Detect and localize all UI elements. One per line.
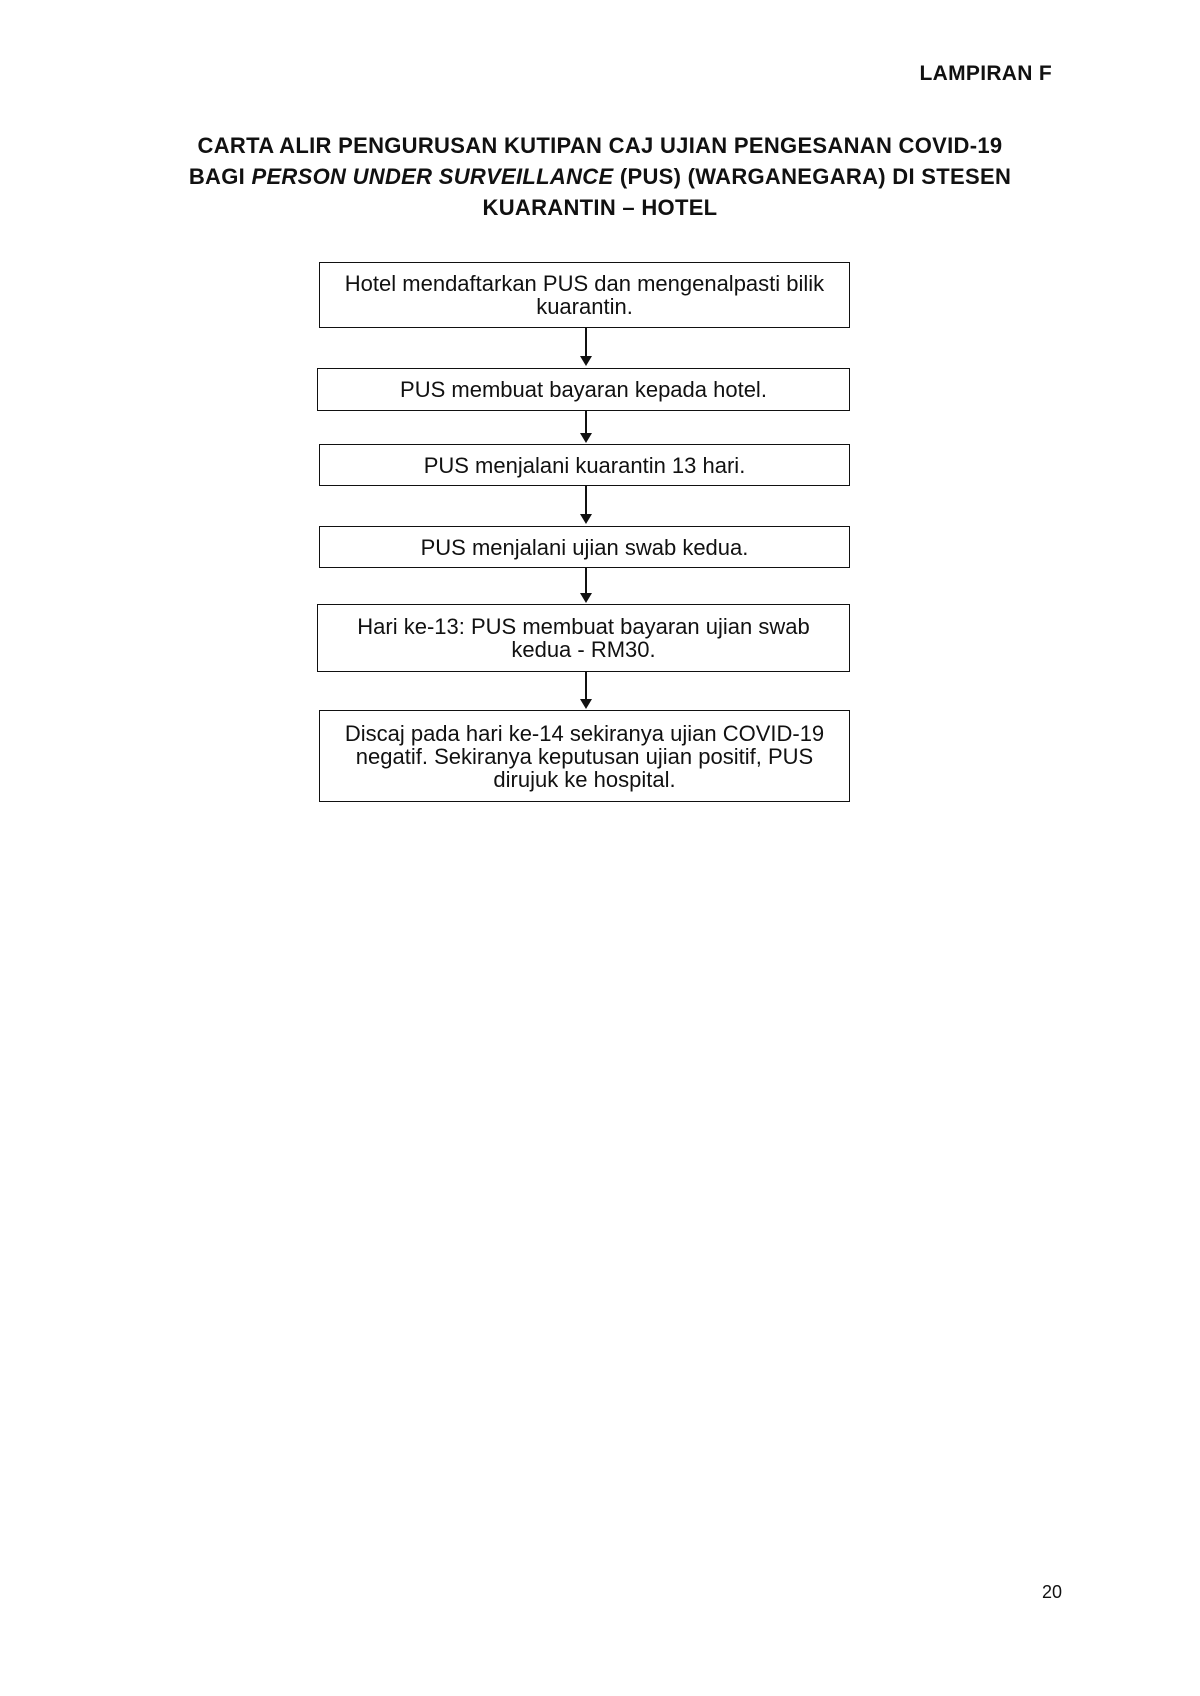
title-line-2-suffix: (PUS) (WARGANEGARA) DI STESEN	[613, 164, 1012, 189]
flow-step-register: Hotel mendaftarkan PUS dan mengenalpasti bilik kuarantin.	[319, 262, 850, 328]
flow-arrow-5	[576, 672, 596, 710]
title-line-2-prefix: BAGI	[188, 164, 252, 189]
flow-arrow-4	[576, 568, 596, 604]
page-title	[140, 130, 1060, 223]
title-line-2	[140, 161, 1060, 192]
flow-arrow-3	[576, 486, 596, 526]
page-number: 20	[1041, 1582, 1062, 1602]
title-line-2-italic: PERSON UNDER SURVEILLANCE	[251, 164, 614, 189]
flow-step-discharge: Discaj pada hari ke-14 sekiranya ujian COVID-19 negatif. Sekiranya keputusan ujian positif, PUS dirujuk ke hospital.	[319, 710, 850, 802]
flow-step-swab-payment: Hari ke-13: PUS membuat bayaran ujian swab kedua - RM30.	[317, 604, 850, 672]
title-line-1: CARTA ALIR PENGURUSAN KUTIPAN CAJ UJIAN PENGESANAN COVID-19	[197, 133, 1003, 158]
title-line-3: KUARANTIN – HOTEL	[482, 195, 718, 220]
flow-arrow-2	[576, 411, 596, 444]
flow-step-swab-test: PUS menjalani ujian swab kedua.	[319, 526, 850, 568]
appendix-label: LAMPIRAN F	[919, 62, 1052, 85]
flow-step-quarantine: PUS menjalani kuarantin 13 hari.	[319, 444, 850, 486]
flow-step-payment-hotel: PUS membuat bayaran kepada hotel.	[317, 368, 850, 411]
flow-arrow-1	[576, 328, 596, 368]
